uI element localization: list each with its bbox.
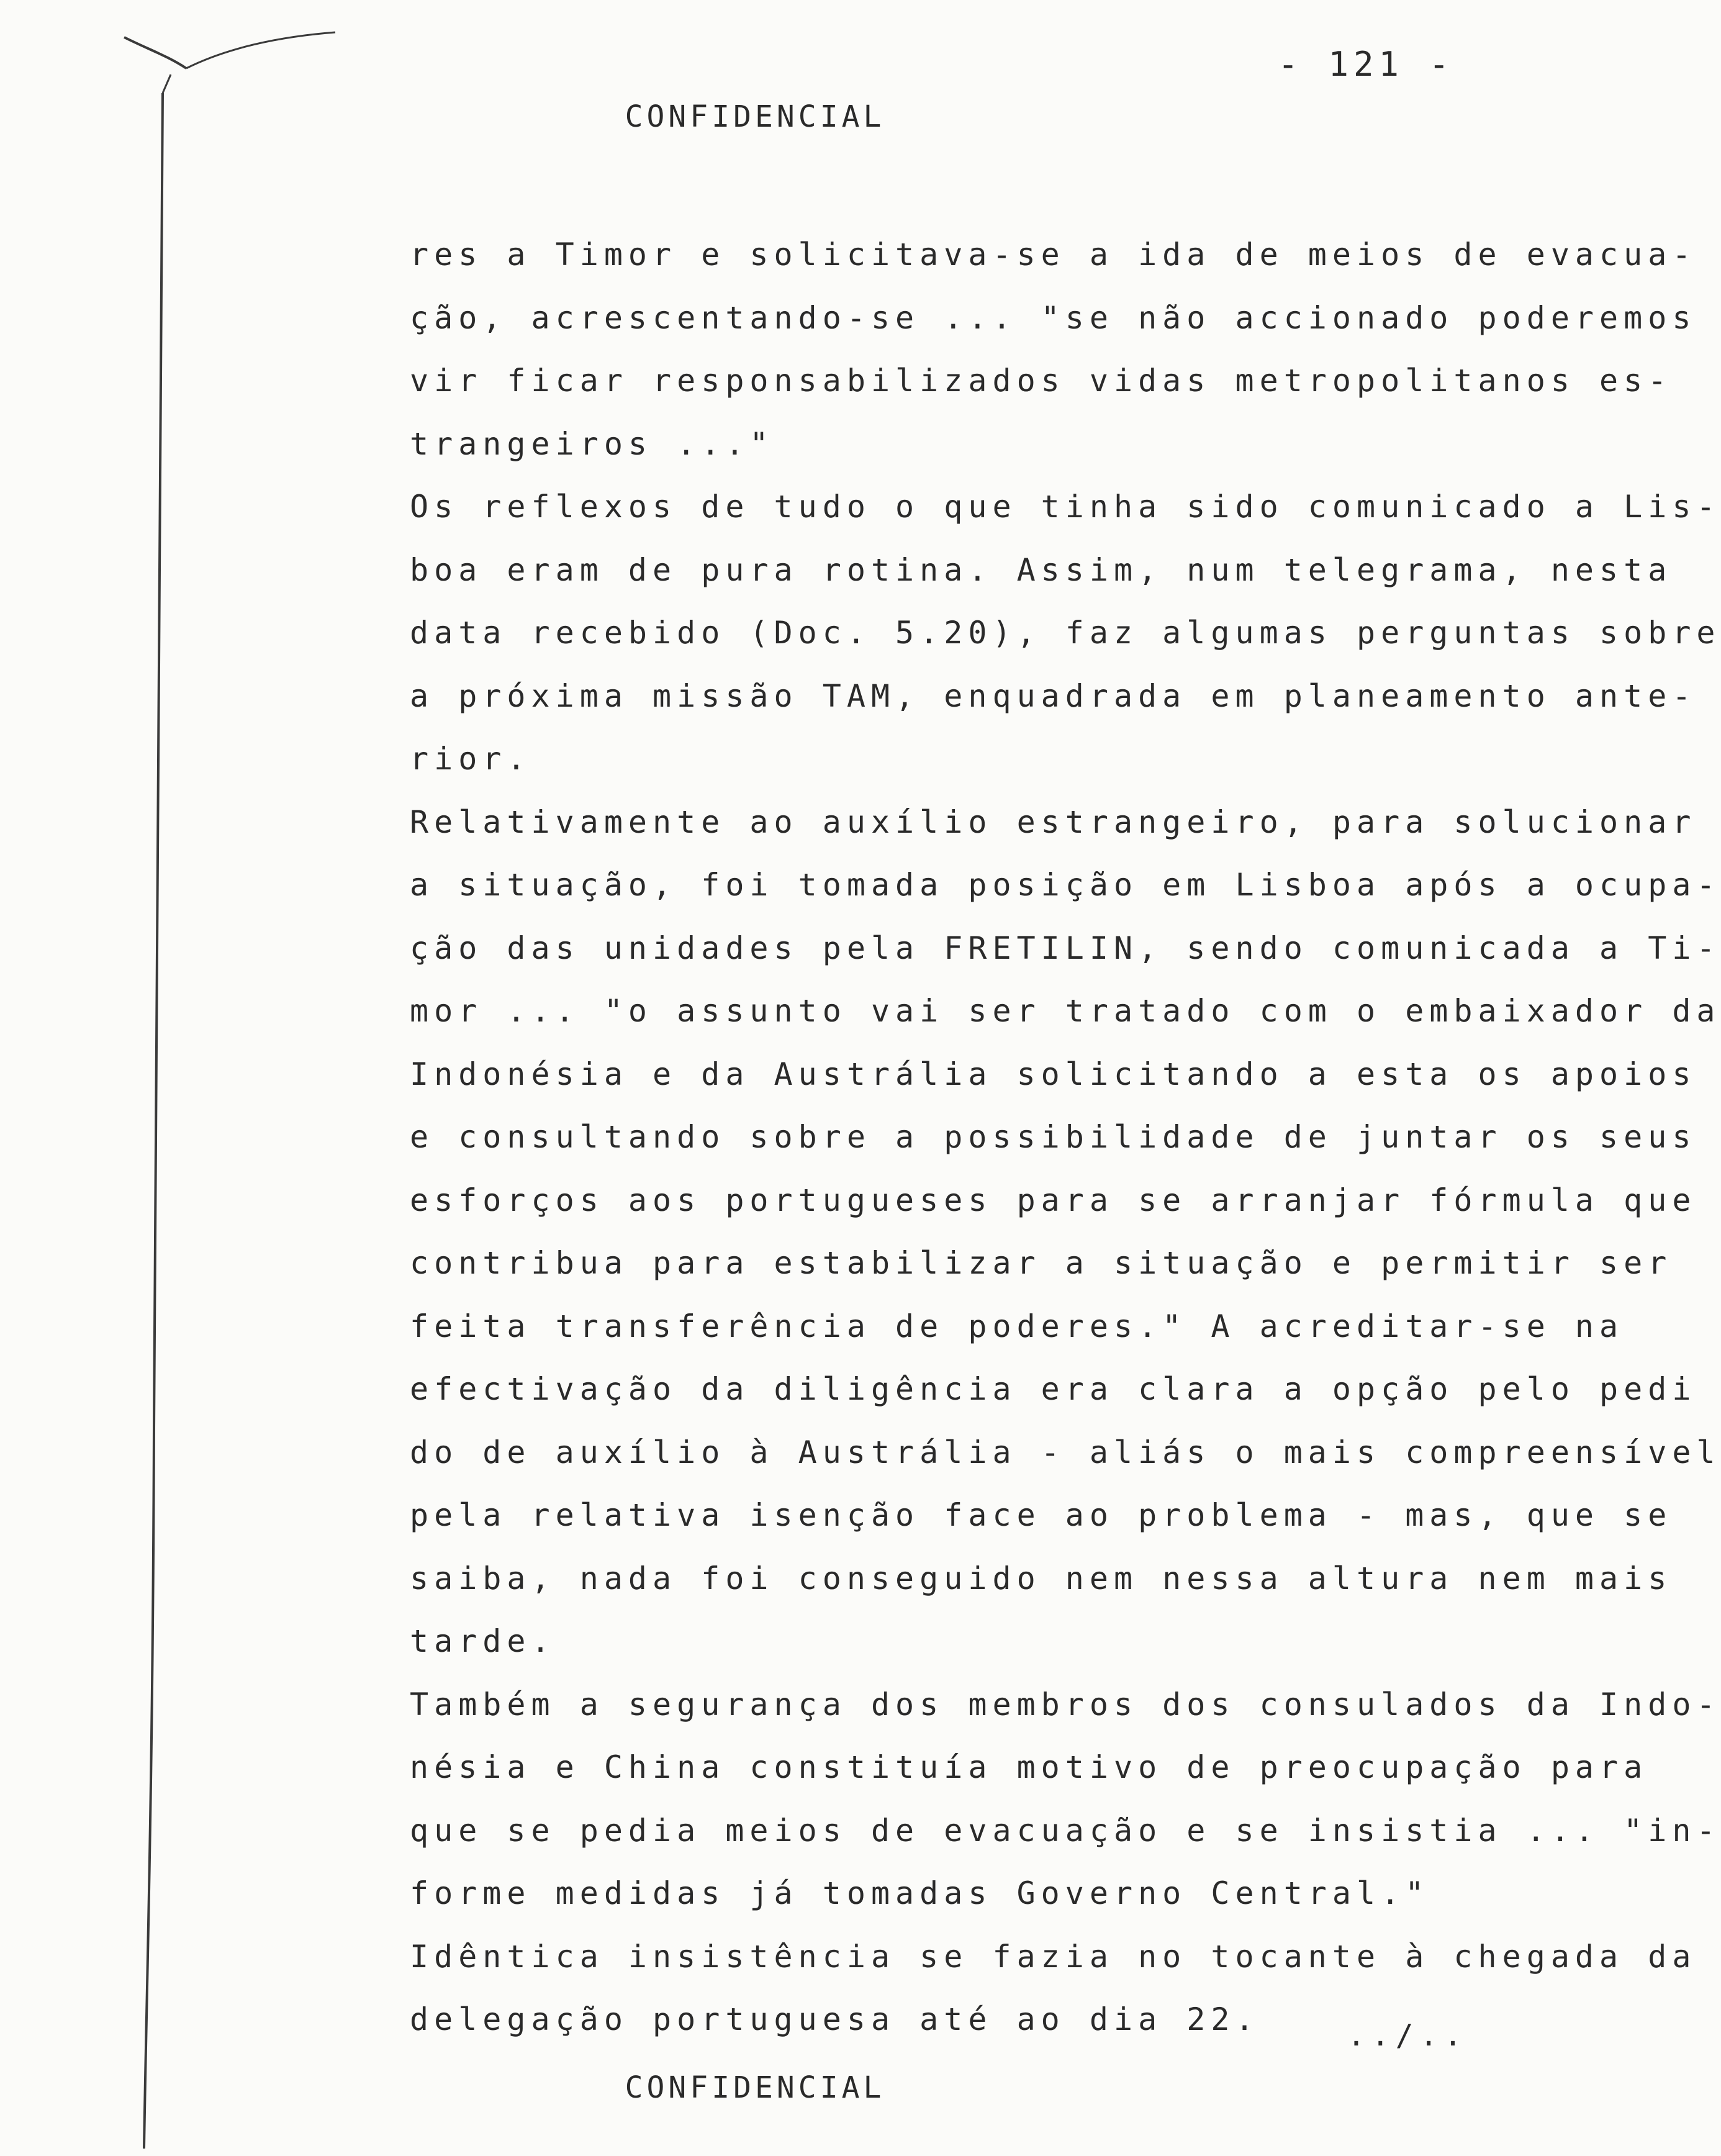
text-line: Indonésia e da Austrália solicitando a esta os apoios [410, 1056, 1697, 1092]
text-line: forme medidas já tomadas Governo Central." [410, 1875, 1430, 1911]
text-line: vir ficar responsabilizados vidas metropolitanos es- [410, 363, 1673, 399]
text-line: Também a segurança dos membros dos consulados da Indo- [410, 1686, 1721, 1723]
text-line: mor ... "o assunto vai ser tratado com o embaixador da [410, 993, 1721, 1029]
text-line: trangeiros ..." [410, 425, 774, 462]
text-line: Idêntica insistência se fazia no tocante à chegada da [410, 1938, 1697, 1975]
header-classification: CONFIDENCIAL [625, 99, 885, 134]
text-line: feita transferência de poderes." A acreditar-se na [410, 1308, 1624, 1344]
text-line: do de auxílio à Austrália - aliás o mais compreensível [410, 1434, 1721, 1470]
text-line: boa eram de pura rotina. Assim, num telegrama, nesta [410, 551, 1673, 588]
text-line: esforços aos portugueses para se arranjar fórmula que [410, 1182, 1697, 1218]
text-line: a próxima missão TAM, enquadrada em planeamento ante- [410, 677, 1697, 714]
footer-classification: CONFIDENCIAL [625, 2070, 885, 2105]
text-line: rior. [410, 741, 531, 777]
text-line: Relativamente ao auxílio estrangeiro, para solucionar [410, 804, 1697, 840]
text-line: Os reflexos de tudo o que tinha sido comunicado a Lis- [410, 489, 1721, 525]
text-line: e consultando sobre a possibilidade de juntar os seus [410, 1119, 1697, 1155]
body-text [410, 224, 1721, 2052]
text-line: tarde. [410, 1623, 556, 1659]
text-line: ção das unidades pela FRETILIN, sendo comunicada a Ti- [410, 930, 1721, 966]
text-line: a situação, foi tomada posição em Lisboa após a ocupa- [410, 867, 1721, 903]
text-line: delegação portuguesa até ao dia 22. [410, 2001, 1260, 2037]
text-line: res a Timor e solicitava-se a ida de meios de evacua- [410, 237, 1697, 273]
text-line: pela relativa isenção face ao problema - mas, que se [410, 1497, 1673, 1533]
text-line: efectivação da diligência era clara a opção pelo pedi [410, 1371, 1697, 1407]
text-line: data recebido (Doc. 5.20), faz algumas perguntas sobre [410, 615, 1721, 651]
continuation-mark: ../.. [1347, 2018, 1468, 2053]
text-line: nésia e China constituía motivo de preocupação para [410, 1749, 1648, 1785]
text-line: saiba, nada foi conseguido nem nessa altura nem mais [410, 1560, 1673, 1597]
text-line: ção, acrescentando-se ... "se não accionado poderemos [410, 299, 1697, 336]
page-number: - 121 - [1278, 45, 1454, 84]
text-line: contribua para estabilizar a situação e permitir ser [410, 1245, 1673, 1281]
text-line: que se pedia meios de evacuação e se insistia ... "in- [410, 1812, 1721, 1849]
